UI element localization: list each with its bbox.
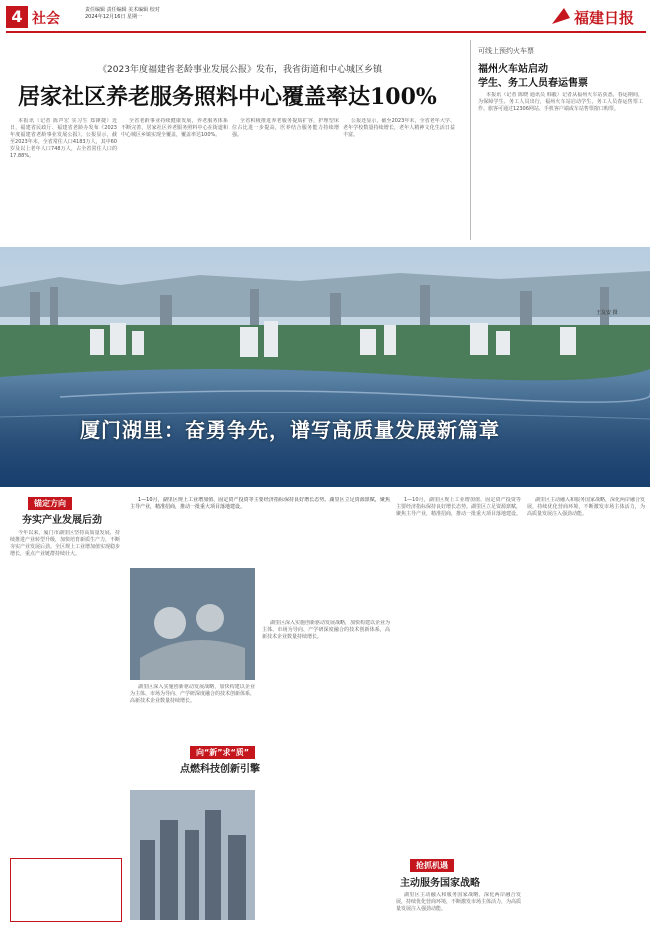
feature-lead: 1—10月，湖里区规上工业增加值、固定资产投资等主要经济指标保持良好增长态势。湖里区立足资源禀赋，聚焦主导产业，精准招商，推动一批重大项目落地建设。 — [130, 497, 390, 510]
date-line: 2024年12月16日 星期一 — [85, 14, 143, 20]
column-divider — [470, 40, 471, 240]
top-story-column-2: 全省老龄事业持续健康发展，养老服务体系不断完善，居家社区养老服务照料中心在街道和中心城区乡镇实现全覆盖，覆盖率达100%。 — [121, 118, 228, 138]
section-title-2: 点燃科技创新引擎 — [180, 764, 260, 775]
building-image — [130, 568, 255, 680]
section-body-1: 今年以来，厦门市湖里区坚持高质量发展，持续推进产业转型升级，加快培育新质生产力，不断夯实产业发展后劲。全区规上工业增加值实现稳步增长，重点产业链群持续壮大。 — [10, 530, 120, 557]
top-story-column-3: 全省积极推进养老服务提质扩容，护理型床位占比进一步提高，医养结合服务能力持续增强。 — [232, 118, 339, 138]
photo-caption: 王友安 摄 — [596, 310, 618, 316]
section-tag-1: 锚定方向 — [28, 497, 72, 510]
sidebar-headline-1: 福州火车站启动 — [478, 64, 548, 75]
section-tag-3: 抢抓机遇 — [410, 859, 454, 872]
top-story-column-4: 公报还显示，截至2023年末，全省老年大学、老年学校数量持续增长，老年人精神文化生活日益丰富。 — [343, 118, 455, 138]
sidebar-body: 本报讯（记者 陈晓 通讯员 韩毅）记者从福州火车站获悉，春运期间，为保障学生、务工人员出行，福州火车站启动学生、务工人员春运售票工作。旅客可通过12306网站、手机客户端或车站售票窗口购票。 — [478, 92, 643, 112]
feature-title: 厦门湖里：奋勇争先，谱写高质量发展新篇章 — [80, 418, 500, 442]
feature-photo — [0, 247, 650, 487]
skyline-image — [130, 790, 255, 920]
page-number: 4 — [6, 6, 28, 28]
top-story-kicker: 《2023年度福建省老龄事业发展公报》发布，我省街道和中心城区乡镇 — [98, 65, 382, 75]
aerial-photo — [130, 568, 255, 680]
section-name: 社会 — [32, 11, 60, 27]
sidebar-kicker: 可线上预约火车票 — [478, 47, 534, 55]
logo-text: 福建日报 — [574, 9, 635, 27]
skyline-photo — [130, 790, 255, 920]
editor-line: 责任编辑 责任编辑 美术编辑 校对 — [85, 7, 160, 13]
top-story-column-1: 本报讯（记者 陈声宏 实习生 郑锋捷）近日，福建省民政厅、福建省老龄办发布《2023年度福建省老龄事业发展公报》。公报显示，截至2023年末，全省常住人口4183万人，其中60岁及以上老年人口748万人，占全省常住人口的17.88%。 — [10, 118, 117, 159]
masthead — [0, 0, 650, 42]
logo-icon — [548, 4, 646, 30]
newspaper-logo — [548, 4, 646, 30]
section-title-1: 夯实产业发展后劲 — [22, 515, 102, 526]
city-skyline-image — [0, 247, 650, 487]
section-tag-2: 向“新”求“质” — [190, 746, 255, 759]
feature-column-4: 1—10月，湖里区规上工业增加值、固定资产投资等主要经济指标保持良好增长态势。湖里区立足资源禀赋，聚焦主导产业，精准招商，推动一批重大项目落地建设。 — [396, 497, 521, 517]
edition-meta — [85, 7, 160, 21]
masthead-rule — [6, 31, 646, 33]
feature-footnote-box — [10, 858, 122, 922]
feature-column-5: 湖里区主动融入和服务国家战略，深化两岸融合发展，持续优化营商环境，不断激发市场主体活力，为高质量发展注入强劲动能。 — [527, 497, 645, 517]
section-body-2: 湖里区深入实施创新驱动发展战略，加快构建以企业为主体、市场为导向、产学研深度融合的技术创新体系，高新技术企业数量持续增长。 — [262, 620, 390, 640]
section-body-3: 湖里区主动融入和服务国家战略，深化两岸融合发展，持续优化营商环境，不断激发市场主体活力，为高质量发展注入强劲动能。 — [396, 892, 521, 912]
top-story-headline: 居家社区养老服务照料中心覆盖率达100% — [18, 84, 437, 110]
sidebar-headline-2: 学生、务工人员春运售票 — [478, 78, 588, 89]
section-title-3: 主动服务国家战略 — [400, 878, 480, 889]
photo-1-text: 湖里区深入实施创新驱动发展战略，加快构建以企业为主体、市场为导向、产学研深度融合的技术创新体系，高新技术企业数量持续增长。 — [130, 684, 255, 704]
